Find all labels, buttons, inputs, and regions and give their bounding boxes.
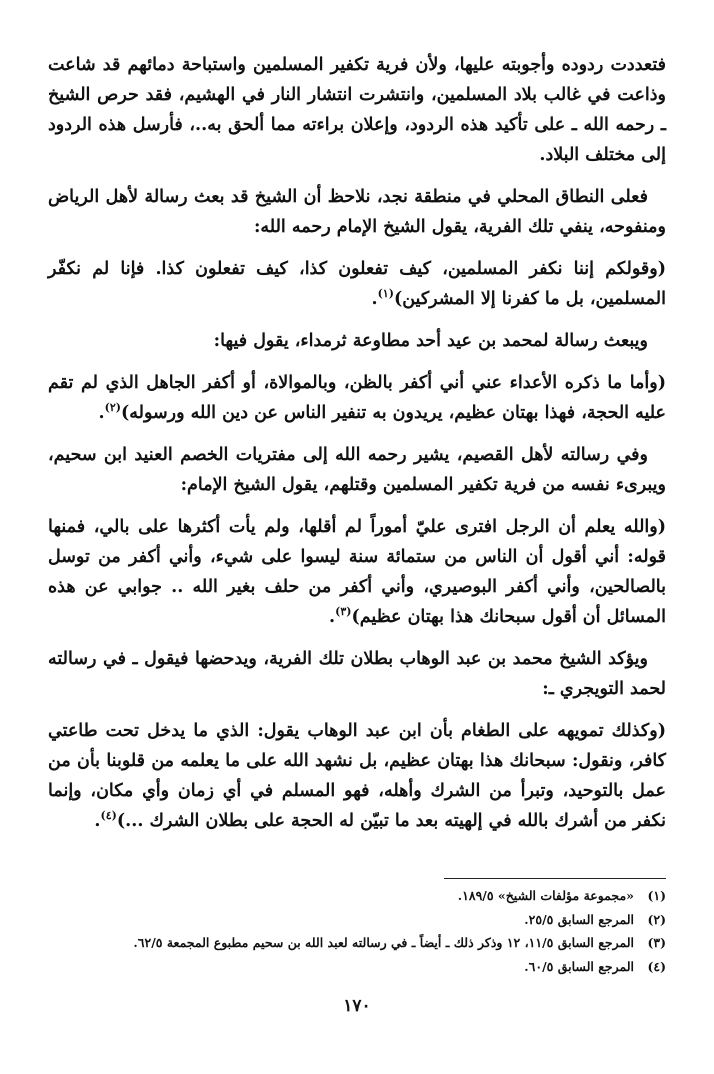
footnote-ref: (١) [377,287,394,301]
footnote-number: (٣) [647,935,666,950]
footnote-number: (٢) [647,911,666,927]
quote-paragraph: (وقولكم إننا نكفر المسلمين، كيف تفعلون كذا، كيف تفعلون كذا. فإنا لم نكفّر المسلمين، بل ما كفرنا إلا المشركين)$^{(١)}$. [48,259,666,309]
footnote-divider [444,878,666,879]
footnote [48,955,666,979]
footnote-ref: (٢) [104,401,121,415]
footnote-text: «مجموعة مؤلفات الشيخ» ١٨٩/٥. [457,888,634,903]
paragraph: ويؤكد الشيخ محمد بن عبد الوهاب بطلان تلك الفرية، ويدحضها فيقول ـ في رسالته لحمد التويجري ـ: [48,649,666,699]
quote-paragraph: (وكذلك تمويهه على الطغام بأن ابن عبد الوهاب يقول: الذي ما يدخل تحت طاعتي كافر، ونقول: سبحانك هذا بهتان عظيم، بل نشهد الله على ما يعلمه من قلوبنا بأن من عمل بالتوحيد، وتبرأ من الشرك وأهله، فهو المسلم في أي زمان وأي مكان، وإنما نكفر من أشرك بالله في إلهيته بعد ما تبيّن له الحجة على بطلان الشرك ...)$^{(٤)}$. [48,721,666,831]
paragraph: ويبعث رسالة لمحمد بن عيد أحد مطاوعة ثرمداء، يقول فيها: [213,331,648,351]
main-text [48,50,666,848]
footnote-ref: (٤) [100,809,117,823]
footnote-number: (١) [647,888,666,903]
paragraph: فعلى النطاق المحلي في منطقة نجد، نلاحظ أن الشيخ قد بعث رسالة لأهل الرياض ومنفوحه، ينفي تلك الفرية، يقول الشيخ الإمام رحمه الله: [48,187,666,237]
quote-paragraph: (وأما ما ذكره الأعداء عني أني أكفر بالظن، وبالموالاة، أو أكفر الجاهل الذي لم تقم عليه الحجة، فهذا بهتان عظيم، يريدون به تنفير الناس عن دين الله ورسوله)$^{(٢)}$. [48,373,666,423]
footnotes [48,884,666,978]
footnote [48,931,666,955]
footnote [48,908,666,932]
page-number: ١٧٠ [343,996,371,1016]
footnote [48,884,666,908]
footnote-text: المرجع السابق ٦٠/٥. [524,958,634,974]
quote-paragraph: (والله يعلم أن الرجل افترى عليّ أموراً لم أقلها، ولم يأت أكثرها على بالي، فمنها قوله: أني أقول أن الناس من ستمائة سنة ليسوا على شيء، وأني أكفر من توسل بالصالحين، وأني أكفر البوصيري، وأني أكفر من حلف بغير الله .. جوابي عن هذه المسائل أن أقول سبحانك هذا بهتان عظيم)$^{(٣)}$. [48,517,666,627]
footnote-text: المرجع السابق ١١/٥، ١٢ وذكر ذلك ـ أيضاً ـ في رسالته لعبد الله بن سحيم مطبوع المجمعة ٦٢/٥. [133,935,634,950]
footnote-text: المرجع السابق ٢٥/٥. [524,911,634,927]
footnote-number: (٤) [647,958,666,974]
paragraph: وفي رسالته لأهل القصيم، يشير رحمه الله إلى مفتريات الخصم العنيد ابن سحيم، ويبرىء نفسه من فرية تكفير المسلمين وقتلهم، يقول الشيخ الإمام: [48,445,666,495]
paragraph: فتعددت ردوده وأجوبته عليها، ولأن فرية تكفير المسلمين واستباحة دمائهم قد شاعت وذاعت في غالب بلاد المسلمين، وانتشرت انتشار النار في الهشيم، فقد حرص الشيخ ـ رحمه الله ـ على تأكيد هذه الردود، وإعلان براءته مما ألحق به..، فأرسل هذه الردود إلى مختلف البلاد. [48,55,666,165]
footnote-ref: (٣) [335,605,352,619]
